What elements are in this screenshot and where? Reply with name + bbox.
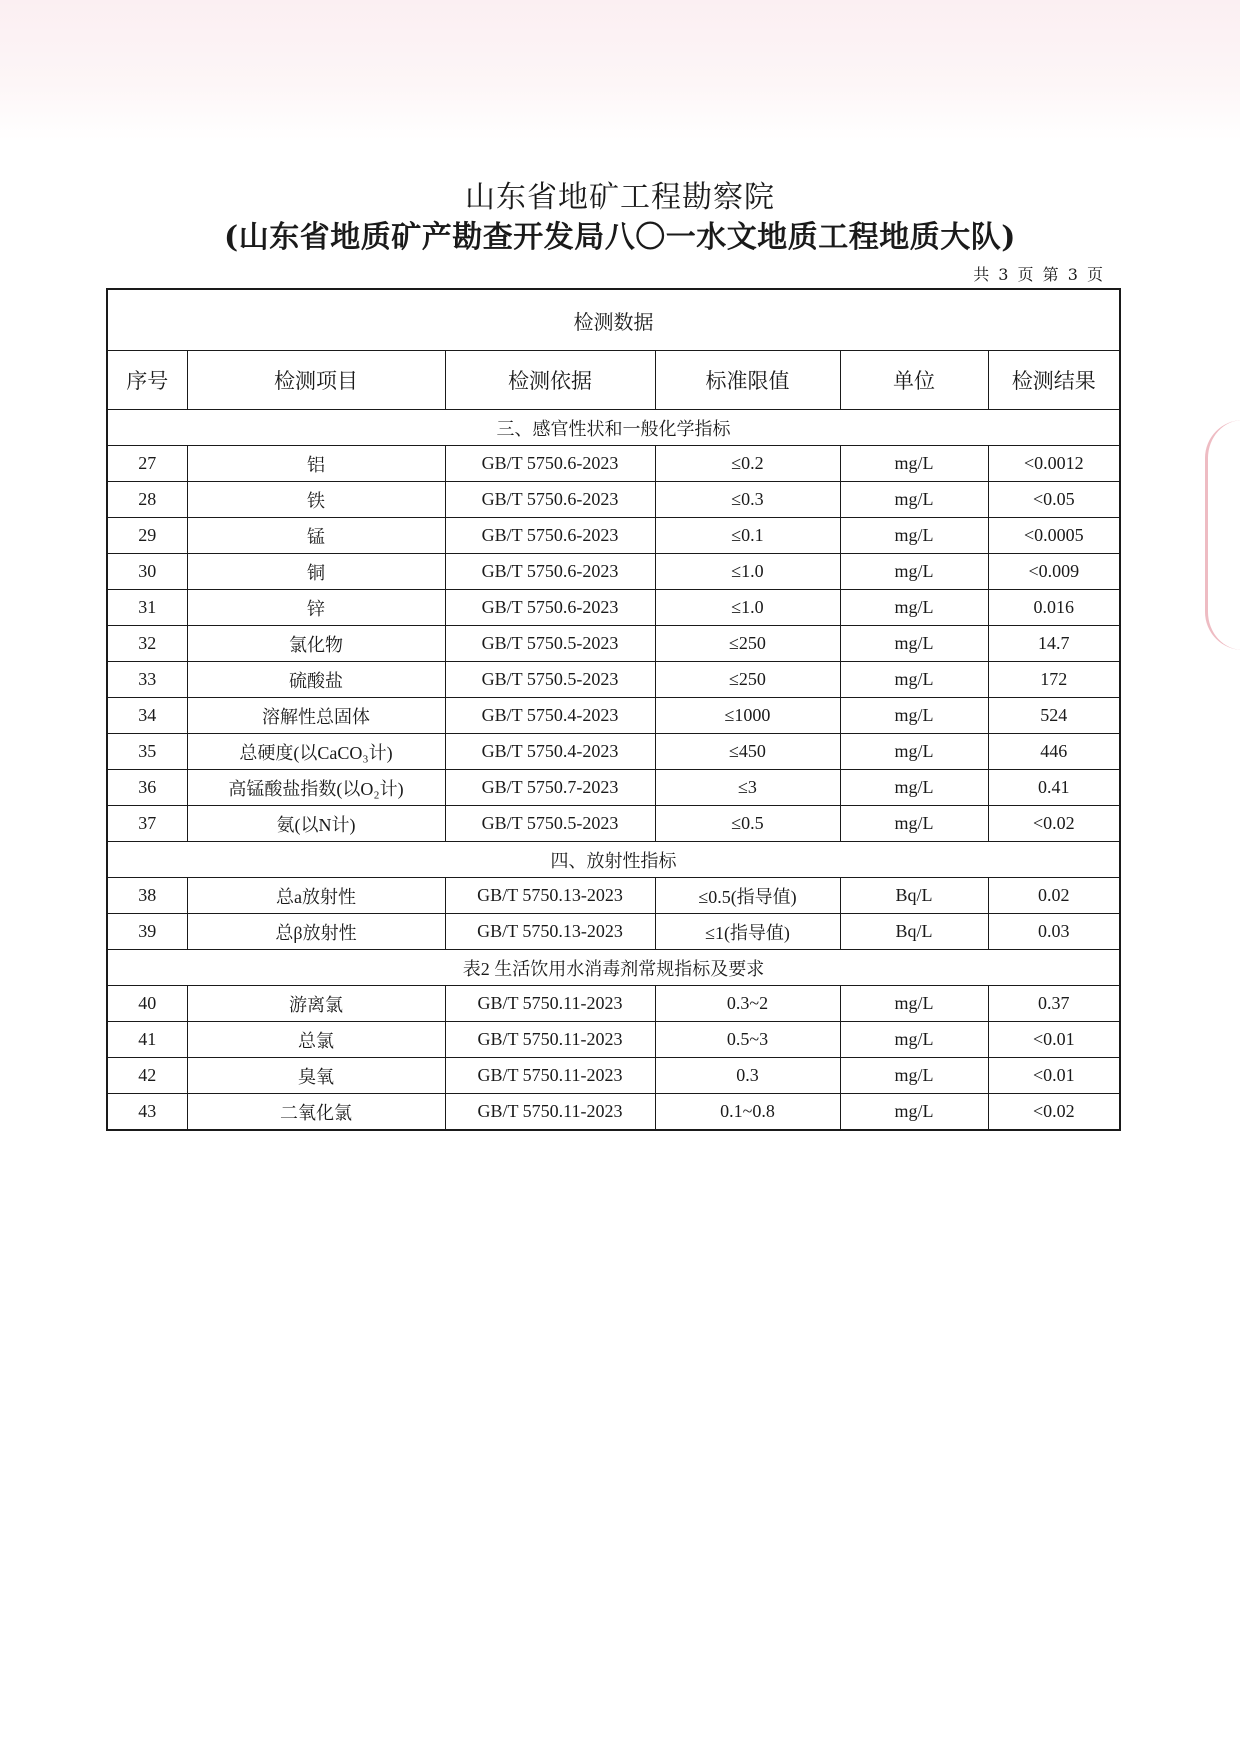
cell-limit: ≤1000 (655, 698, 840, 734)
cell-basis: GB/T 5750.11-2023 (445, 1022, 655, 1058)
cell-item: 锰 (187, 518, 445, 554)
cell-item: 铝 (187, 446, 445, 482)
cell-unit: mg/L (840, 806, 988, 842)
cell-no: 41 (107, 1022, 187, 1058)
cell-item: 溶解性总固体 (187, 698, 445, 734)
cell-unit: Bq/L (840, 878, 988, 914)
cell-no: 28 (107, 482, 187, 518)
cell-basis: GB/T 5750.11-2023 (445, 1058, 655, 1094)
cell-limit: 0.3 (655, 1058, 840, 1094)
cell-unit: mg/L (840, 446, 988, 482)
table-row (107, 590, 1120, 626)
cell-limit: ≤0.3 (655, 482, 840, 518)
cell-unit: mg/L (840, 554, 988, 590)
cell-item: 游离氯 (187, 986, 445, 1022)
section-title: 三、感官性状和一般化学指标 (107, 410, 1120, 446)
cell-limit: ≤0.5(指导值) (655, 878, 840, 914)
cell-no: 42 (107, 1058, 187, 1094)
cell-basis: GB/T 5750.6-2023 (445, 554, 655, 590)
cell-limit: ≤250 (655, 662, 840, 698)
cell-no: 29 (107, 518, 187, 554)
cell-result: 14.7 (988, 626, 1120, 662)
cell-limit: ≤450 (655, 734, 840, 770)
column-header-unit: 单位 (840, 351, 988, 410)
cell-result: <0.05 (988, 482, 1120, 518)
cell-basis: GB/T 5750.7-2023 (445, 770, 655, 806)
cell-basis: GB/T 5750.4-2023 (445, 734, 655, 770)
table-row (107, 662, 1120, 698)
section-title: 表2 生活饮用水消毒剂常规指标及要求 (107, 950, 1120, 986)
cell-unit: mg/L (840, 1058, 988, 1094)
cell-limit: ≤3 (655, 770, 840, 806)
section-title: 四、放射性指标 (107, 842, 1120, 878)
table-caption: 检测数据 (107, 289, 1120, 351)
table-row (107, 482, 1120, 518)
cell-basis: GB/T 5750.5-2023 (445, 806, 655, 842)
cell-no: 27 (107, 446, 187, 482)
section-row (107, 842, 1120, 878)
cell-result: 0.02 (988, 878, 1120, 914)
cell-item: 高锰酸盐指数(以O₂计) (187, 770, 445, 806)
table-row (107, 626, 1120, 662)
cell-result: <0.01 (988, 1022, 1120, 1058)
cell-item: 臭氧 (187, 1058, 445, 1094)
cell-unit: mg/L (840, 1094, 988, 1131)
cell-unit: mg/L (840, 626, 988, 662)
table-row (107, 1022, 1120, 1058)
cell-basis: GB/T 5750.5-2023 (445, 662, 655, 698)
table-row (107, 518, 1120, 554)
cell-result: 172 (988, 662, 1120, 698)
cell-result: <0.01 (988, 1058, 1120, 1094)
table-row (107, 986, 1120, 1022)
cell-unit: mg/L (840, 1022, 988, 1058)
column-header-no: 序号 (107, 351, 187, 410)
section-row (107, 410, 1120, 446)
table-header-row (107, 351, 1120, 410)
table-row (107, 554, 1120, 590)
table-row (107, 806, 1120, 842)
cell-limit: ≤0.1 (655, 518, 840, 554)
cell-result: <0.02 (988, 1094, 1120, 1131)
cell-item: 铜 (187, 554, 445, 590)
cell-no: 43 (107, 1094, 187, 1131)
table-row (107, 878, 1120, 914)
page-number-info: 共 3 页 第 3 页 (973, 265, 1105, 284)
cell-no: 40 (107, 986, 187, 1022)
cell-basis: GB/T 5750.5-2023 (445, 626, 655, 662)
table-row (107, 1058, 1120, 1094)
cell-item: 总氯 (187, 1022, 445, 1058)
cell-unit: mg/L (840, 590, 988, 626)
cell-no: 35 (107, 734, 187, 770)
cell-result: 524 (988, 698, 1120, 734)
cell-limit: 0.1~0.8 (655, 1094, 840, 1131)
cell-limit: 0.5~3 (655, 1022, 840, 1058)
cell-result: <0.0005 (988, 518, 1120, 554)
cell-result: 446 (988, 734, 1120, 770)
cell-item: 锌 (187, 590, 445, 626)
cell-no: 34 (107, 698, 187, 734)
cell-limit: ≤1(指导值) (655, 914, 840, 950)
cell-no: 39 (107, 914, 187, 950)
column-header-item: 检测项目 (187, 351, 445, 410)
cell-item: 氨(以N计) (187, 806, 445, 842)
cell-item: 总β放射性 (187, 914, 445, 950)
cell-unit: mg/L (840, 482, 988, 518)
cell-result: 0.41 (988, 770, 1120, 806)
test-data-table (106, 288, 1121, 1131)
cell-no: 36 (107, 770, 187, 806)
cell-item: 总硬度(以CaCO₃计) (187, 734, 445, 770)
scan-background-tint (0, 0, 1240, 140)
column-header-result: 检测结果 (988, 351, 1120, 410)
organization-subtitle: (山东省地质矿产勘查开发局八〇一水文地质工程地质大队) (224, 220, 1016, 255)
cell-basis: GB/T 5750.13-2023 (445, 878, 655, 914)
cell-result: <0.009 (988, 554, 1120, 590)
cell-basis: GB/T 5750.6-2023 (445, 590, 655, 626)
cell-no: 37 (107, 806, 187, 842)
cell-limit: ≤1.0 (655, 554, 840, 590)
seal-stamp-fragment (1205, 420, 1240, 650)
table-caption-row (107, 289, 1120, 351)
table-row (107, 770, 1120, 806)
cell-unit: mg/L (840, 770, 988, 806)
table-row (107, 914, 1120, 950)
cell-basis: GB/T 5750.11-2023 (445, 986, 655, 1022)
column-header-basis: 检测依据 (445, 351, 655, 410)
cell-item: 铁 (187, 482, 445, 518)
organization-title: 山东省地矿工程勘察院 (465, 180, 775, 215)
cell-basis: GB/T 5750.6-2023 (445, 518, 655, 554)
cell-no: 38 (107, 878, 187, 914)
cell-unit: Bq/L (840, 914, 988, 950)
cell-no: 31 (107, 590, 187, 626)
cell-unit: mg/L (840, 734, 988, 770)
cell-result: 0.03 (988, 914, 1120, 950)
section-row (107, 950, 1120, 986)
cell-item: 氯化物 (187, 626, 445, 662)
cell-result: <0.0012 (988, 446, 1120, 482)
table-row (107, 446, 1120, 482)
cell-unit: mg/L (840, 986, 988, 1022)
cell-basis: GB/T 5750.11-2023 (445, 1094, 655, 1131)
cell-unit: mg/L (840, 518, 988, 554)
cell-basis: GB/T 5750.4-2023 (445, 698, 655, 734)
cell-result: <0.02 (988, 806, 1120, 842)
cell-limit: ≤1.0 (655, 590, 840, 626)
cell-item: 总a放射性 (187, 878, 445, 914)
cell-no: 30 (107, 554, 187, 590)
cell-result: 0.016 (988, 590, 1120, 626)
cell-limit: ≤250 (655, 626, 840, 662)
cell-no: 33 (107, 662, 187, 698)
cell-unit: mg/L (840, 698, 988, 734)
cell-item: 硫酸盐 (187, 662, 445, 698)
cell-item: 二氧化氯 (187, 1094, 445, 1131)
cell-unit: mg/L (840, 662, 988, 698)
cell-limit: ≤0.5 (655, 806, 840, 842)
cell-basis: GB/T 5750.6-2023 (445, 446, 655, 482)
cell-limit: 0.3~2 (655, 986, 840, 1022)
cell-result: 0.37 (988, 986, 1120, 1022)
cell-no: 32 (107, 626, 187, 662)
table-row (107, 734, 1120, 770)
table-row (107, 1094, 1120, 1131)
column-header-limit: 标准限值 (655, 351, 840, 410)
cell-limit: ≤0.2 (655, 446, 840, 482)
cell-basis: GB/T 5750.6-2023 (445, 482, 655, 518)
cell-basis: GB/T 5750.13-2023 (445, 914, 655, 950)
table-row (107, 698, 1120, 734)
